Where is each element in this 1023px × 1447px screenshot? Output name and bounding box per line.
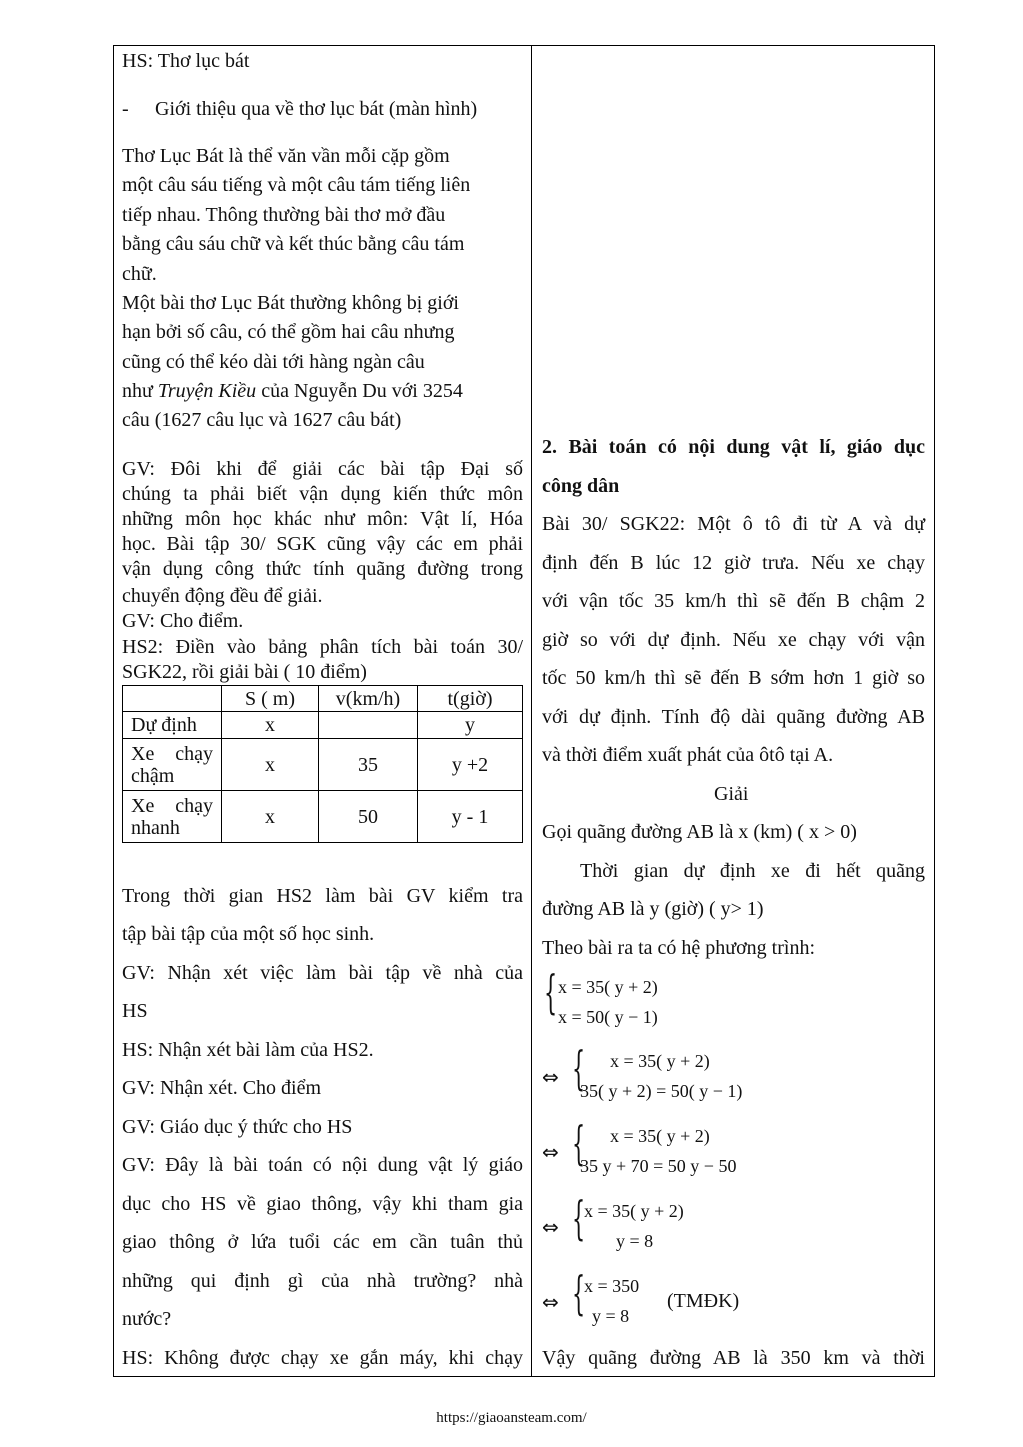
problem-line: với vận tốc 35 km/h thì sẽ đến B chậm 2 (542, 590, 925, 612)
p1-line: bằng câu sáu chữ và kết thúc bằng câu tám (122, 233, 465, 255)
equivalence-arrow: ⇔ (542, 1140, 559, 1164)
solution-line: Theo bài ra ta có hệ phương trình: (542, 937, 815, 959)
p10-line: những qui định gì của nhà trường? nhà (122, 1270, 523, 1292)
table-cell-v (319, 712, 418, 739)
table-header-cell: S ( m) (222, 686, 319, 712)
analysis-table (122, 685, 523, 843)
section-heading: 2. Bài toán có nội dung vật lí, giáo dục (542, 436, 925, 458)
table-header-cell (123, 686, 222, 712)
system-brace: { (544, 965, 558, 1019)
solution-line-last: đường AB là y (giờ) ( y> 1) (542, 898, 764, 920)
footer-url: https://giaoansteam.com/ (436, 1410, 587, 1426)
solution-line: Thời gian dự định xe đi hết quãng (580, 860, 925, 882)
table-cell-t: y - 1 (418, 791, 523, 843)
p4-line: HS2: Điền vào bảng phân tích bài toán 30/ (122, 636, 523, 658)
p10-line: GV: Đây là bài toán có nội dung vật lý giáo (122, 1154, 523, 1176)
left-line-gioi-thieu: Giới thiệu qua về thơ lục bát (màn hình) (155, 98, 478, 120)
left-line-hs-tho: HS: Thơ lục bát (122, 50, 250, 72)
p1-nhu: như (122, 380, 158, 402)
p2-line: chúng ta phải biết vận dụng kiến thức môn (122, 483, 523, 505)
p1-title-truyen-kieu: Truyện Kiều (157, 380, 257, 402)
equation: y = 8 (592, 1306, 630, 1326)
p9-line: GV: Giáo dục ý thức cho HS (122, 1116, 353, 1138)
p11-line: HS: Không được chạy xe gắn máy, khi chạy (122, 1347, 523, 1369)
p4-line-last: SGK22, rồi giải bài ( 10 điểm) (122, 661, 367, 683)
table-cell-s: x (222, 712, 319, 739)
problem-line: với dự định. Tính độ dài quãng đường AB (542, 706, 925, 728)
equation: x = 35( y + 2) (584, 1201, 684, 1221)
system-brace: { (572, 1266, 586, 1320)
p1-rest: của Nguyễn Du với 3254 (256, 380, 463, 402)
p2-line: những môn học khác như môn: Vật lí, Hóa (122, 508, 523, 530)
table-row (123, 712, 523, 739)
equivalence-arrow: ⇔ (542, 1290, 559, 1314)
table-cell-v: 35 (319, 739, 418, 791)
p1-line-last: câu (1627 câu lục và 1627 câu bát) (122, 409, 402, 431)
p6-line: GV: Nhận xét việc làm bài tập về nhà của (122, 962, 523, 984)
p10-line: dục cho HS về giao thông, vậy khi tham gia (122, 1193, 523, 1215)
table-row (123, 739, 523, 791)
p1-line: cũng có thể kéo dài tới hàng ngàn câu (122, 351, 425, 373)
p10-line-last: nước? (122, 1308, 172, 1330)
p1-line: hạn bởi số câu, có thể gồm hai câu nhưng (122, 321, 455, 343)
p7-line: HS: Nhận xét bài làm của HS2. (122, 1039, 374, 1061)
solution-line: Gọi quãng đường AB là x (km) ( x > 0) (542, 821, 857, 843)
p1-line-truyen-kieu (122, 379, 463, 403)
bullet-dash: - (122, 98, 129, 120)
equation: x = 35( y + 2) (610, 1126, 710, 1146)
problem-line: giờ so với dự định. Nếu xe chạy với vận (542, 629, 925, 651)
p10-line: giao thông ở lứa tuổi các em cần tuân thủ (122, 1231, 523, 1253)
giai-label: Giải (714, 783, 749, 805)
p2-line-last: chuyển động đều để giải. (122, 585, 323, 607)
p1-line: tiếp nhau. Thông thường bài thơ mở đầu (122, 204, 446, 226)
p5-line-last: tập bài tập của một số học sinh. (122, 923, 375, 945)
problem-line: tốc 50 km/h thì sẽ đến B sớm hơn 1 giờ so (542, 667, 925, 689)
table-cell-label: Xe chạy chậm (123, 739, 222, 791)
p5-line: Trong thời gian HS2 làm bài GV kiểm tra (122, 885, 523, 907)
p2-line: GV: Đôi khi để giải các bài tập Đại số (122, 458, 523, 480)
equation: x = 350 (584, 1276, 640, 1296)
equivalence-arrow: ⇔ (542, 1065, 559, 1089)
problem-line-last: và thời điểm xuất phát của ôtô tại A. (542, 744, 834, 766)
table-row (123, 791, 523, 843)
equation: x = 50( y − 1) (558, 1007, 658, 1027)
table-cell-t: y +2 (418, 739, 523, 791)
p1-line: Thơ Lục Bát là thể văn vần mỗi cặp gồm (122, 145, 450, 167)
table-cell-label: Dự định (123, 712, 222, 739)
table-header-row (123, 686, 523, 712)
p6-line-last: HS (122, 1000, 148, 1022)
system-brace: { (572, 1116, 586, 1170)
p8-line: GV: Nhận xét. Cho điểm (122, 1077, 322, 1099)
system-brace: { (572, 1041, 586, 1095)
equation: 35 y + 70 = 50 y − 50 (580, 1156, 737, 1176)
table-cell-s: x (222, 739, 319, 791)
table-cell-label: Xe chạy nhanh (123, 791, 222, 843)
system-brace: { (572, 1191, 586, 1245)
problem-line: định đến B lúc 12 giờ trưa. Nếu xe chạy (542, 552, 925, 574)
problem-line: Bài 30/ SGK22: Một ô tô đi từ A và dự (542, 513, 925, 535)
table-header-cell: v(km/h) (319, 686, 418, 712)
section-heading-last: công dân (542, 475, 620, 497)
equation: x = 35( y + 2) (558, 977, 658, 997)
equation: y = 8 (616, 1231, 654, 1251)
equation: x = 35( y + 2) (610, 1051, 710, 1071)
p1-line: một câu sáu tiếng và một câu tám tiếng liên (122, 174, 471, 196)
tmdk-label: (TMĐK) (667, 1290, 740, 1312)
p2-line: vận dụng công thức tính quãng đường trong (122, 558, 523, 580)
p2-line: học. Bài tập 30/ SGK cũng vậy các em phải (122, 533, 523, 555)
column-divider (531, 45, 532, 1377)
conclusion-line: Vậy quãng đường AB là 350 km và thời (542, 1347, 925, 1369)
p1-line: Một bài thơ Lục Bát thường không bị giới (122, 292, 459, 314)
table-cell-s: x (222, 791, 319, 843)
table-cell-v: 50 (319, 791, 418, 843)
table-header-cell: t(giờ) (418, 686, 523, 712)
p1-line: chữ. (122, 263, 157, 285)
equation: 35( y + 2) = 50( y − 1) (580, 1081, 743, 1101)
table-cell-t: y (418, 712, 523, 739)
equivalence-arrow: ⇔ (542, 1215, 559, 1239)
p3-line: GV: Cho điểm. (122, 610, 244, 632)
